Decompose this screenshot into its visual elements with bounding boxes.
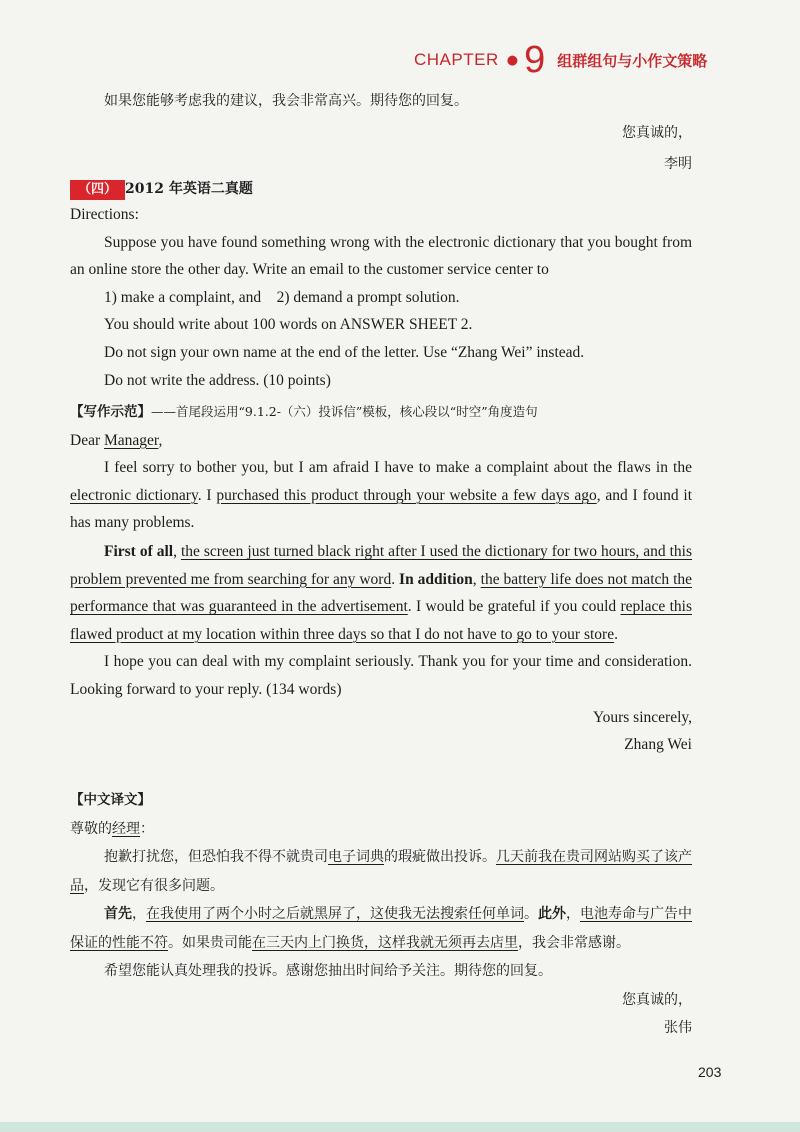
prev-closing-line: 如果您能够考虑我的建议，我会非常高兴。期待您的回复。 xyxy=(104,93,468,109)
p2-text-h: . I would be grateful if you could xyxy=(407,598,621,616)
directions-items: 1) make a complaint, and 2) demand a prompt solution. xyxy=(104,288,460,306)
p1-text-e: , and I found it has many problems. xyxy=(70,486,692,532)
p1-underline-product: electronic dictionary xyxy=(70,486,198,504)
prev-sign-off: 您真诚的， xyxy=(622,124,692,141)
directions-label: Directions: xyxy=(70,206,139,223)
section-tag: （四） xyxy=(70,180,125,200)
tr-p2-replace: 在三天内上门换货，这样我就无须再去店里 xyxy=(252,934,518,951)
p2-underline-battery: the battery life does not match the performance that was guaranteed in the advertisement xyxy=(70,570,693,616)
tr-p2-h: 。如果贵司能 xyxy=(168,934,252,951)
letter-signature: Zhang Wei xyxy=(624,736,692,754)
letter-sign-off: Yours sincerely, xyxy=(592,708,692,726)
salutation-suffix: , xyxy=(158,431,163,449)
section-title: 2012 年英语二真题 xyxy=(125,181,253,197)
translation-label: 【中文译文】 xyxy=(70,792,151,808)
prev-letter xyxy=(70,88,692,179)
page-edge-strip xyxy=(0,1122,800,1132)
translation-paragraph-2 xyxy=(70,900,692,957)
tr-p1-dictionary: 电子词典 xyxy=(328,849,384,865)
chapter-label: CHAPTER xyxy=(414,50,499,69)
tr-p2-addition: 此外 xyxy=(538,906,566,922)
tr-p1-a: 抱歉打扰您，但恐怕我不得不就贵司 xyxy=(104,849,328,865)
example-label: 【写作示范】 xyxy=(70,404,151,420)
tr-p2-f: ， xyxy=(566,906,580,922)
chapter-header xyxy=(414,39,708,81)
tr-salutation-a: 尊敬的 xyxy=(70,820,112,837)
translation-salutation xyxy=(70,815,692,844)
letter-paragraph-3: I hope you can deal with my complaint seriously. Thank you for your time and consideration. Looking forward to your reply. (134 words) xyxy=(70,653,692,698)
letter-paragraph-2 xyxy=(70,538,692,648)
tr-salutation-c: ： xyxy=(140,820,154,837)
tr-p2-d: 。 xyxy=(524,906,538,922)
tr-p2-battery: 电池寿命与广告中保证的性能不符 xyxy=(70,906,692,951)
p2-first-of-all: First of all xyxy=(104,542,174,560)
p1-underline-purchase: purchased this product through your website a few days ago xyxy=(216,486,597,504)
salutation-prefix: Dear xyxy=(70,431,104,449)
example-heading xyxy=(70,398,692,427)
example-note: ——首尾段运用“9.1.2-（六）投诉信”模板，核心段以“时空”角度造句 xyxy=(151,404,538,419)
writing-example xyxy=(70,398,692,759)
tr-p2-j: ，我会非常感谢。 xyxy=(518,934,630,951)
p1-text-a: I feel sorry to bother you, but I am afraid I have to make a complaint about the flaws in the xyxy=(104,459,692,477)
chapter-number: 9 xyxy=(524,39,546,81)
salutation-name: Manager xyxy=(104,431,159,449)
tr-p2-b: ， xyxy=(132,906,146,922)
exam-section xyxy=(70,176,692,394)
translation-paragraph-1 xyxy=(70,843,692,900)
page-number: 203 xyxy=(698,1064,722,1080)
p2-in-addition: In addition xyxy=(399,570,473,588)
translation-signature: 张伟 xyxy=(664,1020,692,1036)
directions-address: Do not write the address. (10 points) xyxy=(104,371,331,389)
section-heading xyxy=(70,176,692,201)
translation-sign-off: 您真诚的， xyxy=(622,991,692,1008)
p2-underline-replace: replace this flawed product at my location within three days so that I do not have to go to your store xyxy=(70,598,692,643)
directions-words: You should write about 100 words on ANSWER SHEET 2. xyxy=(104,316,473,334)
tr-p2-first: 首先 xyxy=(104,906,132,922)
chapter-title: 组群组句与小作文策略 xyxy=(557,51,708,70)
p2-period-1: . xyxy=(391,570,400,588)
directions-paragraph: Suppose you have found something wrong with the electronic dictionary that you bought from an online store the other day. Write an email to the customer service center to xyxy=(70,233,692,279)
prev-signature: 李明 xyxy=(664,156,692,173)
directions-sign: Do not sign your own name at the end of the letter. Use “Zhang Wei” instead. xyxy=(104,343,585,361)
bullet-dot-icon: ● xyxy=(506,52,519,68)
tr-salutation-manager: 经理 xyxy=(112,820,140,837)
p2-underline-screen: the screen just turned black right after I used the dictionary for two hours, and this problem prevented me from searching for any word xyxy=(70,542,693,588)
p2-comma-1: , xyxy=(173,542,181,560)
p1-text-c: . I xyxy=(197,486,217,504)
tr-p1-e: ，发现它有很多问题。 xyxy=(84,877,224,894)
translation-paragraph-3: 希望您能认真处理我的投诉。感谢您抽出时间给予关注。期待您的回复。 xyxy=(104,963,552,979)
p2-period-2: . xyxy=(614,625,618,643)
p2-comma-2: , xyxy=(472,570,481,588)
tr-p1-purchase: 几天前我在贵司网站购买了该产品 xyxy=(70,849,692,894)
tr-p1-c: 的瑕疵做出投诉。 xyxy=(384,849,496,865)
chinese-translation xyxy=(70,786,692,1043)
letter-salutation xyxy=(70,427,692,455)
letter-paragraph-1 xyxy=(70,454,692,537)
tr-p2-screen: 在我使用了两个小时之后就黑屏了，这使我无法搜索任何单词 xyxy=(146,906,524,922)
